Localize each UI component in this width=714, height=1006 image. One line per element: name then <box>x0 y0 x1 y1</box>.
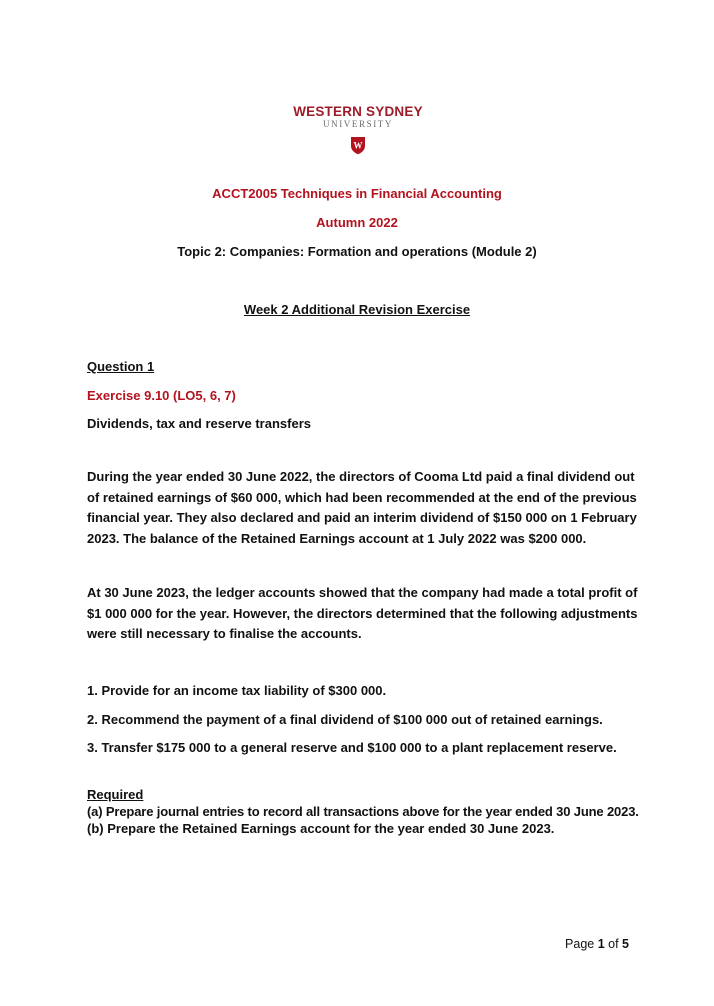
svg-text:W: W <box>353 140 363 151</box>
page-prefix: Page <box>565 937 598 951</box>
page-total: 5 <box>622 937 629 951</box>
term-label: Autumn 2022 <box>316 215 398 230</box>
exercise-title-text: Week 2 Additional Revision Exercise <box>243 302 471 317</box>
page-number <box>565 936 629 952</box>
page-separator: of <box>604 937 623 951</box>
required-item-a: (a) Prepare journal entries to record all transactions above for the year ended 30 June 2023. <box>87 804 639 819</box>
required-item-b: (b) Prepare the Retained Earnings account for the year ended 30 June 2023. <box>87 821 555 836</box>
exercise-title <box>0 302 714 318</box>
logo-wordmark-line1: WESTERN SYDNEY <box>293 104 423 119</box>
adjustment-item-2: 2. Recommend the payment of a final dividend of $100 000 out of retained earnings. <box>87 712 603 727</box>
adjustment-item-3: 3. Transfer $175 000 to a general reserve and $100 000 to a plant replacement reserve. <box>87 740 617 755</box>
exercise-reference: Exercise 9.10 (LO5, 6, 7) <box>87 388 236 403</box>
course-title: ACCT2005 Techniques in Financial Accounting <box>212 186 502 201</box>
topic-title: Topic 2: Companies: Formation and operations (Module 2) <box>177 244 537 259</box>
required-heading: Required <box>87 787 144 802</box>
question-subtitle: Dividends, tax and reserve transfers <box>87 416 311 431</box>
paragraph-1: During the year ended 30 June 2022, the directors of Cooma Ltd paid a final dividend out of retained earnings of $60 000, which had been recommended at the end of the previous financial year. They also declared and paid an interim dividend of $150 000 on 1 February 2023. The balance of the Retained Earnings account at 1 July 2022 was $200 000. <box>87 469 637 546</box>
logo-wordmark-line2: UNIVERSITY <box>323 119 393 129</box>
paragraph-2: At 30 June 2023, the ledger accounts showed that the company had made a total profit of $1 000 000 for the year. However, the directors determined that the following adjustments were still necessary to finalise the accounts. <box>87 585 638 641</box>
adjustment-item-1: 1. Provide for an income tax liability of $300 000. <box>87 683 387 698</box>
shield-icon <box>350 136 366 155</box>
question-heading: Question 1 <box>87 359 155 374</box>
university-logo <box>290 104 426 155</box>
page-current: 1 <box>597 937 605 951</box>
